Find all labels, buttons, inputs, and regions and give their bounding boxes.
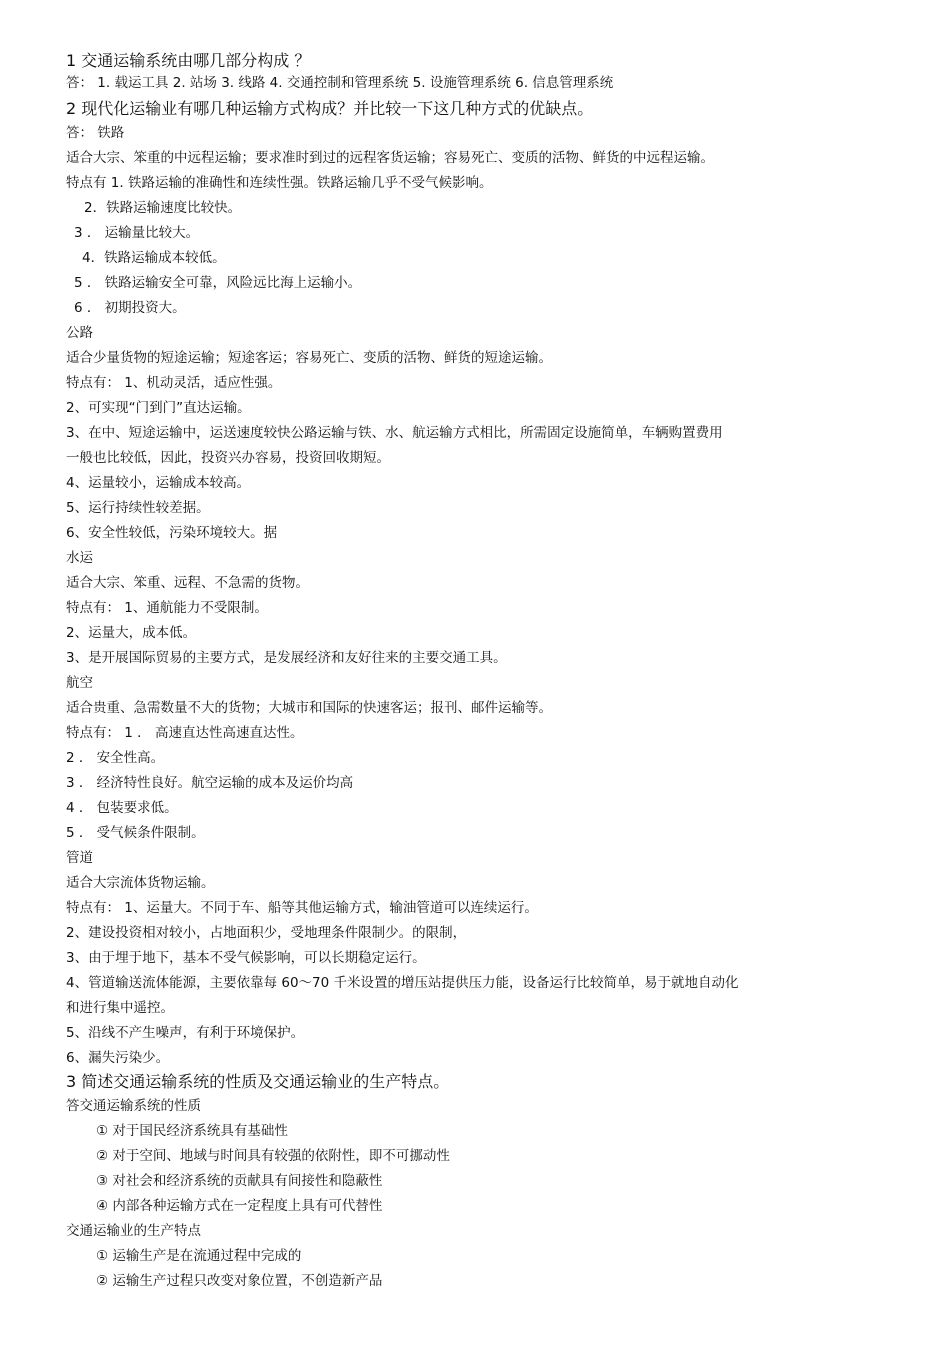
- text-line: 答： 1. 载运工具 2. 站场 3. 线路 4. 交通控制和管理系统 5. 设施管理系统 6. 信息管理系统: [66, 75, 614, 91]
- text-line: 5、运行持续性较差据。: [66, 500, 210, 516]
- text-line: 答： 铁路: [66, 125, 125, 141]
- text-line: 适合贵重、急需数量不大的货物；大城市和国际的快速客运；报刊、邮件运输等。: [66, 700, 552, 716]
- text-line: 航空: [66, 675, 93, 691]
- text-line: 2、运量大，成本低。: [66, 625, 197, 641]
- text-line: 一般也比较低，因此，投资兴办容易，投资回收期短。: [66, 450, 390, 466]
- text-line: 水运: [66, 550, 93, 566]
- text-line: 交通运输业的生产特点: [66, 1223, 201, 1239]
- text-line: 适合少量货物的短途运输；短途客运；容易死亡、变质的活物、鲜货的短途运输。: [66, 350, 552, 366]
- text-line: 2、建设投资相对较小，占地面积少，受地理条件限制少。的限制，: [66, 925, 467, 941]
- text-line: 和进行集中遥控。: [66, 1000, 174, 1016]
- text-line: 管道: [66, 850, 93, 866]
- text-line: 6、安全性较低，污染环境较大。据: [66, 525, 278, 541]
- question-heading: 2 现代化运输业有哪几种运输方式构成？并比较一下这几种方式的优缺点。: [66, 99, 594, 118]
- text-line: 特点有： 1、运量大。不同于车、船等其他运输方式，输油管道可以连续运行。: [66, 900, 538, 916]
- text-line: 特点有 1. 铁路运输的准确性和连续性强。铁路运输几乎不受气候影响。: [66, 175, 493, 191]
- text-line: 3 ． 运输量比较大。: [74, 225, 200, 241]
- text-line: 适合大宗流体货物运输。: [66, 875, 215, 891]
- text-line: 2．铁路运输速度比较快。: [84, 200, 242, 216]
- text-line: 5 ． 受气候条件限制。: [66, 825, 205, 841]
- text-line: 4 ． 包装要求低。: [66, 800, 178, 816]
- text-line: 特点有： 1 ． 高速直达性高速直达性。: [66, 725, 304, 741]
- text-line: 公路: [66, 325, 93, 341]
- text-line: 5、沿线不产生噪声，有利于环境保护。: [66, 1025, 305, 1041]
- text-line: 6、漏失污染少。: [66, 1050, 170, 1066]
- text-line: ① 对于国民经济系统具有基础性: [96, 1123, 288, 1139]
- text-line: 特点有： 1、机动灵活，适应性强。: [66, 375, 282, 391]
- text-line: ② 对于空间、地域与时间具有较强的依附性，即不可挪动性: [96, 1148, 450, 1164]
- question-heading: 1 交通运输系统由哪几部分构成 ？: [66, 51, 311, 70]
- text-line: 4、管道输送流体能源，主要依靠每 60～70 千米设置的增压站提供压力能，设备运行比较简单，易于就地自动化: [66, 975, 739, 991]
- text-line: ④ 内部各种运输方式在一定程度上具有可代替性: [96, 1198, 383, 1214]
- text-line: ① 运输生产是在流通过程中完成的: [96, 1248, 302, 1264]
- text-line: 3、是开展国际贸易的主要方式，是发展经济和友好往来的主要交通工具。: [66, 650, 507, 666]
- text-line: 5 ． 铁路运输安全可靠，风险远比海上运输小。: [74, 275, 362, 291]
- text-line: 3、在中、短途运输中，运送速度较快公路运输与铁、水、航运输方式相比，所需固定设施简单，车辆购置费用: [66, 425, 723, 441]
- text-line: 2、可实现“门到门”直达运输。: [66, 400, 251, 416]
- text-line: ② 运输生产过程只改变对象位置，不创造新产品: [96, 1273, 383, 1289]
- text-line: 答交通运输系统的性质: [66, 1098, 201, 1114]
- text-line: 6 ． 初期投资大。: [74, 300, 186, 316]
- text-line: 4、运量较小，运输成本较高。: [66, 475, 251, 491]
- text-line: ③ 对社会和经济系统的贡献具有间接性和隐蔽性: [96, 1173, 383, 1189]
- text-line: 适合大宗、笨重的中远程运输；要求准时到过的远程客货运输；容易死亡、变质的活物、鲜货的中远程运输。: [66, 150, 714, 166]
- text-line: 3 ． 经济特性良好。航空运输的成本及运价均高: [66, 775, 354, 791]
- text-line: 3、由于埋于地下，基本不受气候影响，可以长期稳定运行。: [66, 950, 426, 966]
- text-line: 特点有： 1、通航能力不受限制。: [66, 600, 268, 616]
- question-heading: 3 简述交通运输系统的性质及交通运输业的生产特点。: [66, 1072, 450, 1091]
- text-line: 2 ． 安全性高。: [66, 750, 165, 766]
- text-line: 4．铁路运输成本较低。: [82, 250, 226, 266]
- text-line: 适合大宗、笨重、远程、不急需的货物。: [66, 575, 309, 591]
